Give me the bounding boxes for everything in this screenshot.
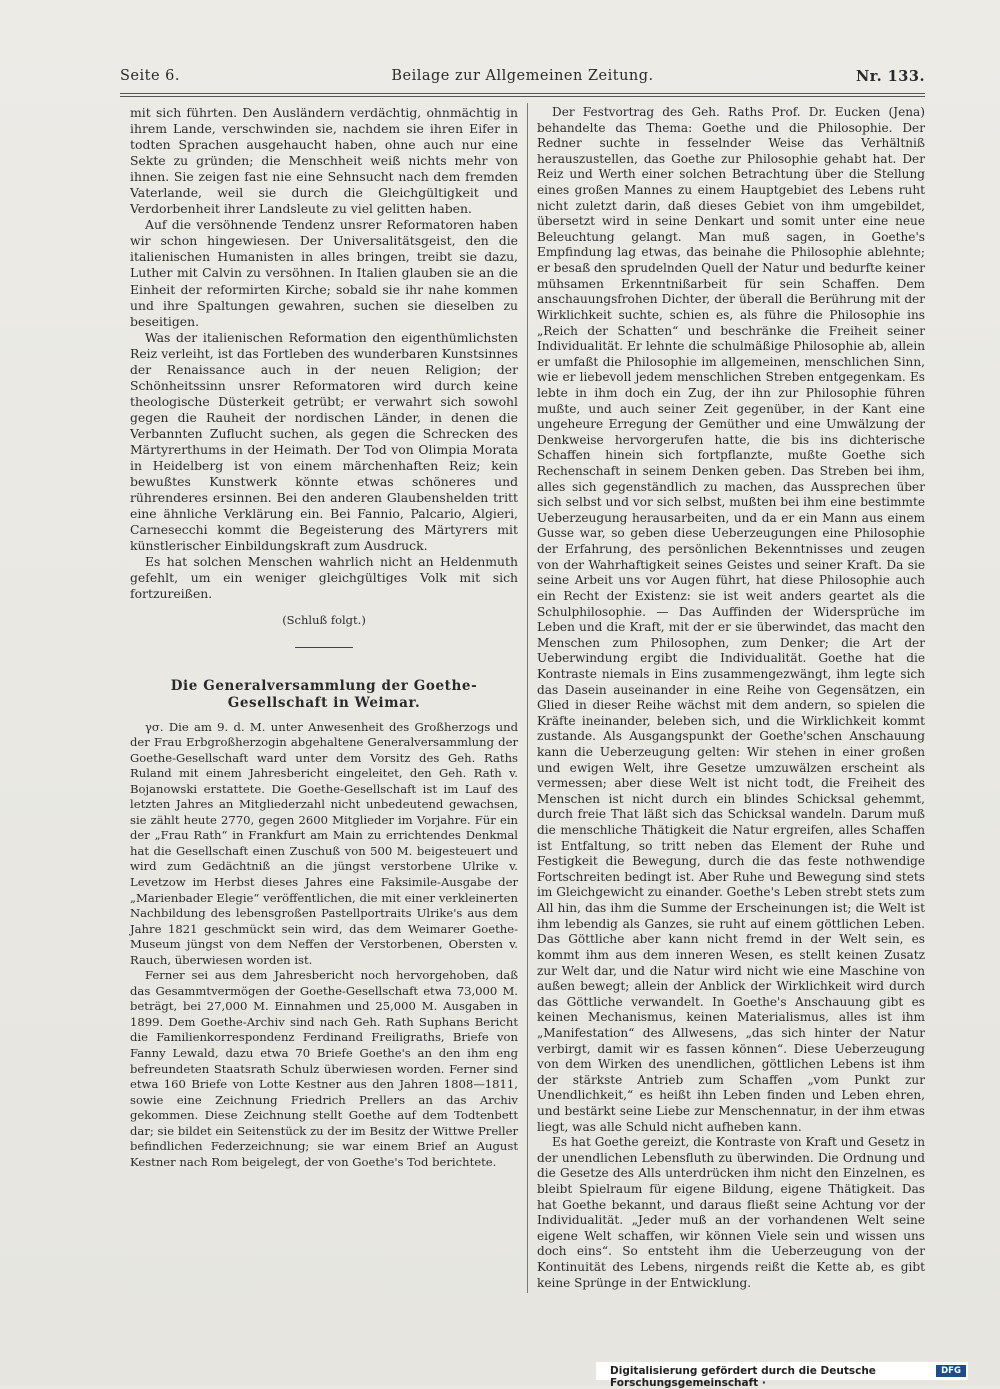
dfg-logo: DFG	[936, 1365, 966, 1377]
publication-title: Beilage zur Allgemeinen Zeitung.	[391, 68, 654, 84]
left-column	[130, 105, 518, 1170]
paragraph: Es hat Goethe gereizt, die Kontraste von Kraft und Gesetz in der unendlichen Lebensfluth zu überwinden. Die Ordnung und die Gesetze des Alls unterdrücken ihm nicht den Einzelnen, es bleibt Spielraum für eigene Bildung, eigene Thätigkeit. Das hat Goethe bekannt, und daraus fließt seine Achtung vor der Individualität. „Jeder muß an der vorhandenen Welt seine eigene Welt schaffen, wir können Viele sein und wissen uns doch eins“. So entsteht ihm die Ueberzeugung von der Kontinuität des Lebens, nirgends reißt die Kette ab, es gibt keine Sprünge in der Entwicklung.	[537, 1135, 925, 1290]
article-headline: Die Generalversammlung der Goethe-Gesellschaft in Weimar.	[170, 677, 478, 711]
paragraph: Es hat solchen Menschen wahrlich nicht an Heldenmuth gefehlt, um ein weniger gleichgültiges Volk mit sich fortzureißen.	[130, 554, 518, 602]
section-divider	[295, 647, 353, 648]
header-rule-double	[120, 96, 925, 97]
header-rule	[120, 93, 925, 94]
paragraph: γσ. Die am 9. d. M. unter Anwesenheit des Großherzogs und der Frau Erbgroßherzogin abgehaltene Generalversammlung der Goethe-Gesellschaft ward unter dem Vorsitz des Geh. Raths Ruland mit einem Jahresbericht eingeleitet, den Geh. Rath v. Bojanowski erstattete. Die Goethe-Gesellschaft ist im Lauf des letzten Jahres an Mitgliederzahl nicht unbedeutend gewachsen, sie zählt heute 2770, gegen 2600 Mitglieder im Vorjahre. Für ein der „Frau Rath“ in Frankfurt am Main zu errichtendes Denkmal hat die Gesellschaft einen Zuschuß von 500 M. beigesteuert und wird zum Gedächtniß an die jüngst verstorbene Ulrike v. Levetzow im Herbst dieses Jahres eine Faksimile-Ausgabe der „Marienbader Elegie“ veröffentlichen, die mit einer verkleinerten Nachbildung des lebensgroßen Pastellportraits Ulrike's aus dem Jahre 1821 geschmückt sein wird, das dem Weimarer Goethe-Museum jüngst von dem Neffen der Verstorbenen, Obersten v. Rauch, überwiesen worden ist.	[130, 719, 518, 967]
issue-number: Nr. 133.	[856, 68, 925, 85]
funding-footer	[596, 1362, 968, 1389]
paragraph: Ferner sei aus dem Jahresbericht noch hervorgehoben, daß das Gesammtvermögen der Goethe-Gesellschaft etwa 73,000 M. beträgt, bei 27,000 M. Einnahmen und 25,000 M. Ausgaben in 1899. Dem Goethe-Archiv sind nach Geh. Rath Suphans Bericht die Familienkorrespondenz Ferdinand Freiligraths, Briefe von Fanny Lewald, dazu etwa 70 Briefe Goethe's an den ihm eng befreundeten Staatsrath Schulz überwiesen worden. Ferner sind etwa 160 Briefe von Lotte Kestner aus den Jahren 1808—1811, sowie eine Zeichnung Friedrich Prellers an das Archiv gekommen. Diese Zeichnung stellt Goethe auf dem Todtenbett dar; sie bildet ein Seitenstück zu der im Besitz der Wittwe Preller befindlichen Federzeichnung; sie war einem Brief an August Kestner nach Rom beigelegt, der von Goethe's Tod berichtete.	[130, 968, 518, 1169]
paragraph: mit sich führten. Den Ausländern verdächtig, ohnmächtig in ihrem Lande, verschwinden sie, nachdem sie ihren Eifer in todten Sprachen ausgehaucht haben, ohne auch nur eine Sekte zu gründen; die Menschheit weiß nichts mehr von ihnen. Sie zeigen fast nie eine Sehnsucht nach dem fremden Vaterlande, weil sie durch die Gleichgültigkeit und Verdorbenheit ihrer Landsleute zu viel gelitten haben.	[130, 105, 518, 217]
paragraph: Was der italienischen Reformation den eigenthümlichsten Reiz verleiht, ist das Fortleben des wunderbaren Kunstsinnes der Renaissance auch in der neuen Religion; der Schönheitssinn unsrer Reformatoren wird durch keine theologische Düsterkeit getrübt; er verwahrt sich sowohl gegen die Rauheit der nordischen Länder, in denen die Verbannten Zuflucht suchen, als gegen die Schrecken des Märtyrerthums in der Heimath. Der Tod von Olimpia Morata in Heidelberg ist von einem märchenhaften Reiz; kein bewußtes Kunstwerk könnte etwas schöneres und rührenderes ersinnen. Bei den anderen Glaubenshelden tritt eine ähnliche Verklärung ein. Bei Fannio, Palcario, Algieri, Carnesecchi kommt die Begeisterung des Märtyrers mit künstlerischer Einbildungskraft zum Ausdruck.	[130, 329, 518, 554]
paragraph: Auf die versöhnende Tendenz unsrer Reformatoren haben wir schon hingewiesen. Der Universalitätsgeist, den die italienischen Humanisten in alles bringen, treibt sie dazu, Luther mit Calvin zu versöhnen. In Italien glauben sie an die Einheit der reformirten Kirche; sobald sie ihr nahe kommen und ihre Spaltungen gewahren, suchen sie dieselben zu beseitigen.	[130, 217, 518, 329]
funding-text: Digitalisierung gefördert durch die Deutsche Forschungsgemeinschaft ·	[610, 1365, 876, 1389]
page-header	[120, 68, 925, 90]
right-column	[537, 105, 925, 1291]
page-number: Seite 6.	[120, 68, 181, 84]
column-divider	[527, 103, 528, 1293]
continuation-note: (Schluß folgt.)	[282, 613, 366, 628]
article-body	[130, 720, 518, 1171]
paragraph: Der Festvortrag des Geh. Raths Prof. Dr. Eucken (Jena) behandelte das Thema: Goethe und die Philosophie. Der Redner suchte in fesselnder Weise das Verhältniß herauszustellen, das Goethe zur Philosophie gehabt hat. Der Reiz und Werth einer solchen Betrachtung über die Stellung eines großen Mannes zu einem Hauptgebiet des Lebens ruht nicht zuletzt darin, daß dieses Gebiet von ihm umgebildet, übersetzt wird in seine Denkart und somit unter eine neue Beleuchtung gelangt. Man muß sagen, in Goethe's Empfindung lag etwas, das beinahe die Philosophie ablehnte; er besaß den sprudelnden Quell der Natur und bedurfte keiner mühsamen Erkenntnißarbeit für sein Schaffen. Dem anschauungsfrohen Dichter, der überall die Berührung mit der Wirklichkeit suchte, schien es, als führe die Philosophie ins „Reich der Schatten“ und beschränke die Freiheit seiner Individualität. Er lehnte die schulmäßige Philosophie ab, allein er umfaßt die Philosophie im allgemeinen, menschlichen Sinn, wie er liebevoll jedem menschlichen Streben entgegenkam. Es lebte in ihm doch ein Zug, der ihn zur Philosophie führen mußte, und auch seiner Zeit gegenüber, in der Kant eine ungeheure Erregung der Gemüther und eine Umwälzung der Denkweise hervorgerufen hatte, die bis ins dichterische Schaffen hinein sich fortpflanzte, mußte Goethe sich Rechenschaft in seinem Denken geben. Das Streben bei ihm, alles sich gegenständlich zu machen, das Aussprechen über sich selbst und vor sich selbst, mußten bei ihm eine bestimmte Ueberzeugung herausarbeiten, und da er ein Mann aus einem Gusse war, so geben diese Ueberzeugungen eine Philosophie der Erfahrung, des persönlichen Bekenntnisses und zeugen von der Wahrhaftigkeit seines Geistes und seiner Kraft. Da sie seine Arbeit uns vor Augen führt, hat diese Philosophie auch ein Recht der Existenz: sie ist weit anders geartet als die Schulphilosophie. — Das Auffinden der Widersprüche im Leben und die Kraft, mit der er sie überwindet, das macht den Menschen zum Philosophen, zum Denker; die Art der Ueberwindung ergibt die Individualität. Goethe hat die Kontraste niemals in Eins zusammengezwängt, ihm legte sich das Dasein auseinander in eine Reihe von Gegensätzen, ein Glied in dieser Reihe wächst mit dem andern, so spielen die Kräfte ineinander, beleben sich, und die Wirklichkeit kommt zustande. Als Ausgangspunkt der Goethe'schen Anschauung kann die Ueberzeugung gelten: Wir stehen in einer großen und ewigen Welt, ihre Gesetze umzuwälzen erscheint als vermessen; aber diese Welt ist nicht todt, die Freiheit des Menschen ist nicht durch ein blindes Schicksal gehemmt, durch freie That läßt sich das Schicksal wandeln. Darum muß die menschliche Thätigkeit die Natur ergreifen, alles Schaffen ist Entfaltung, so tritt neben das Element der Ruhe und Festigkeit die Bewegung, durch die das feste nothwendige Fortschreiten bedingt ist. Aber Ruhe und Bewegung sind stets im Gleichgewicht zu einander. Goethe's Leben strebt stets zum All hin, das ihm die Summe der Erscheinungen ist; die Welt ist ihm lebendig als Ganzes, sie ruht auf einem göttlichen Leben. Das Göttliche aber kann nicht fremd in der Welt sein, es kommt ihm aus dem inneren Wesen, es stellt keinen Zusatz zur Welt dar, und die Natur wird nicht wie eine Maschine von außen bewegt; allein der Anblick der Wirklichkeit wird durch das Göttliche verwandelt. In Goethe's Anschauung gibt es keinen Mechanismus, keinen Materialismus, alles ist ihm „Manifestation“ des Allwesens, „das sich hinter der Natur verbirgt, damit wir es fassen können“. Diese Ueberzeugung von dem Wirken des unendlichen, göttlichen Lebens ist ihm der stärkste Antrieb zum Schaffen „vom Punkt zur Unendlichkeit,“ es heißt ihn Leben finden und Leben ehren, und bestärkt seine Liebe zur Menschennatur, in der ihm etwas liegt, was alle Schuld nicht aufheben kann.	[537, 105, 925, 1134]
